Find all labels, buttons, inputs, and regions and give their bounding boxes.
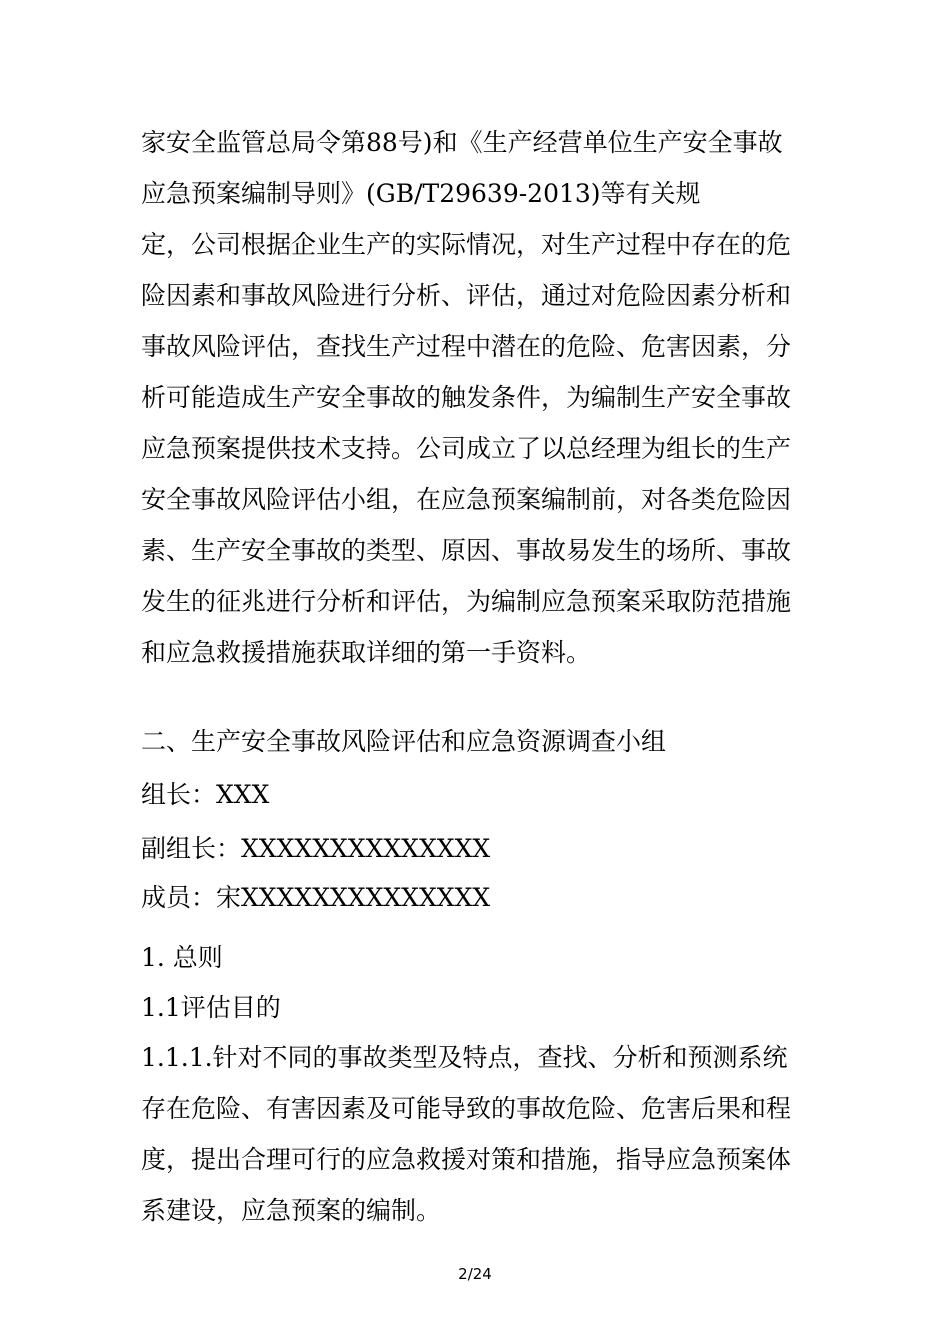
purpose-line-2: 存在危险、有害因素及可能导致的事故危险、危害后果和程	[141, 1094, 792, 1123]
deputy-team-leader: 副组长：XXXXXXXXXXXXXX	[141, 834, 491, 863]
purpose-line-3: 度，提出合理可行的应急救援对策和措施，指导应急预案体	[141, 1145, 792, 1174]
intro-line-4: 险因素和事故风险进行分析、评估，通过对危险因素分析和	[141, 281, 792, 310]
intro-line-9: 素、生产安全事故的类型、原因、事故易发生的场所、事故	[141, 536, 792, 565]
intro-line-11: 和应急救援措施获取详细的第一手资料。	[141, 638, 592, 667]
intro-line-8: 安全事故风险评估小组，在应急预案编制前，对各类危险因	[141, 485, 792, 514]
intro-line-1: 家安全监管总局令第88号)和《生产经营单位生产安全事故	[141, 128, 783, 157]
intro-line-6: 析可能造成生产安全事故的触发条件，为编制生产安全事故	[141, 383, 792, 412]
section-two-heading: 二、生产安全事故风险评估和应急资源调查小组	[141, 727, 667, 756]
page-number: 2/24	[458, 1265, 492, 1283]
intro-paragraph	[141, 117, 821, 678]
purpose-line-4: 系建设，应急预案的编制。	[141, 1196, 442, 1225]
assessment-purpose-paragraph	[141, 1032, 821, 1236]
assessment-purpose-heading: 1.1评估目的	[141, 993, 281, 1022]
team-leader: 组长：XXX	[141, 780, 270, 809]
intro-line-2: 应急预案编制导则》(GB/T29639-2013)等有关规	[141, 179, 701, 208]
purpose-line-1: 1.1.1.针对不同的事故类型及特点，查找、分析和预测系统	[141, 1043, 788, 1072]
intro-line-5: 事故风险评估，查找生产过程中潜在的危险、危害因素，分	[141, 332, 792, 361]
intro-line-3: 定，公司根据企业生产的实际情况，对生产过程中存在的危	[141, 230, 792, 259]
intro-line-10: 发生的征兆进行分析和评估，为编制应急预案采取防范措施	[141, 587, 792, 616]
team-members: 成员：宋XXXXXXXXXXXXXX	[141, 883, 491, 912]
intro-line-7: 应急预案提供技术支持。公司成立了以总经理为组长的生产	[141, 434, 792, 463]
general-principles-heading: 1. 总则	[141, 943, 223, 972]
